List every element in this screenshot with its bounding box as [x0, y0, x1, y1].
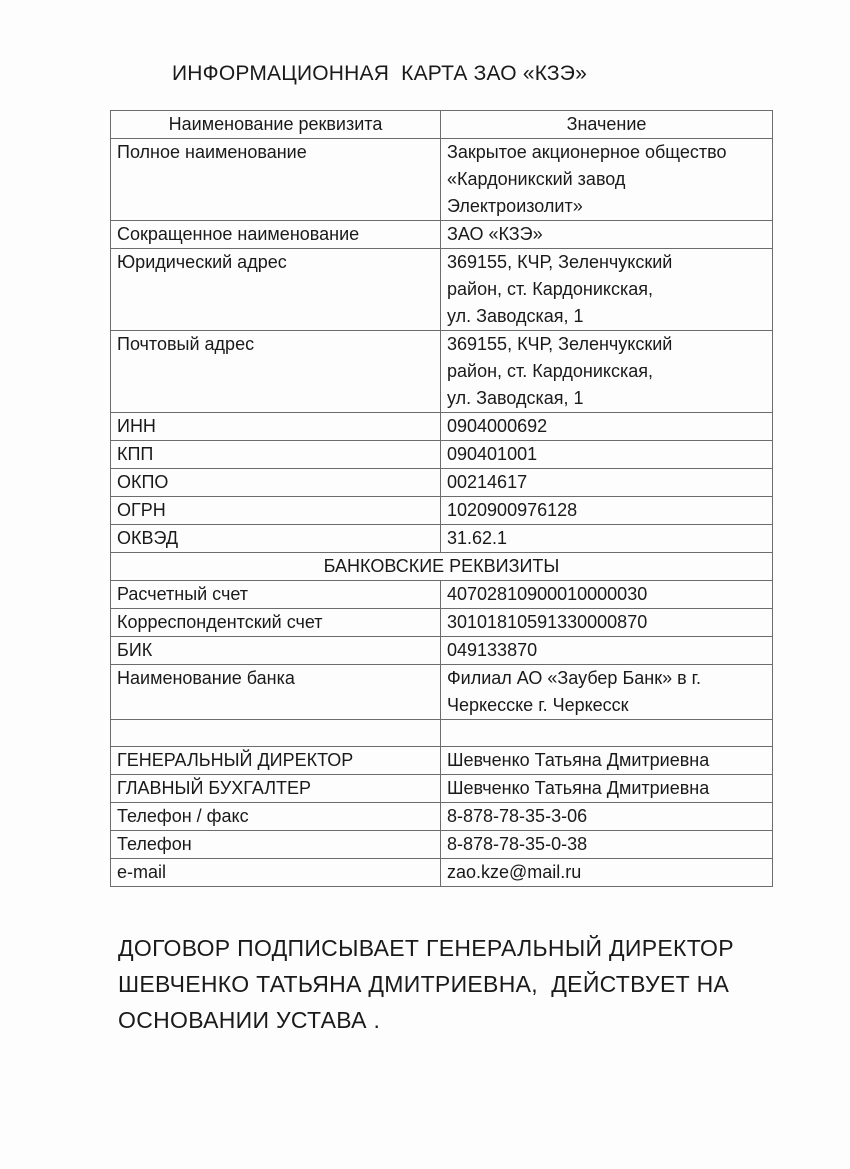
table-row [111, 747, 773, 775]
row-value: 8-878-78-35-3-06 [441, 803, 773, 831]
table-row [111, 775, 773, 803]
table-row [111, 441, 773, 469]
row-key: ГЕНЕРАЛЬНЫЙ ДИРЕКТОР [111, 747, 441, 775]
table-row [111, 413, 773, 441]
row-key: ОГРН [111, 497, 441, 525]
table-row [111, 331, 773, 413]
table-row [111, 859, 773, 887]
table-row [111, 469, 773, 497]
row-value: 049133870 [441, 637, 773, 665]
row-key: Телефон [111, 831, 441, 859]
row-key: Расчетный счет [111, 581, 441, 609]
row-key: Телефон / факс [111, 803, 441, 831]
row-value: 1020900976128 [441, 497, 773, 525]
row-value: Филиал АО «Заубер Банк» в г. Черкесске г. Черкесск [441, 665, 773, 720]
section-title-bank: БАНКОВСКИЕ РЕКВИЗИТЫ [111, 553, 773, 581]
table-row [111, 637, 773, 665]
section-row-bank [111, 553, 773, 581]
table-header-row [111, 111, 773, 139]
row-key: Наименование банка [111, 665, 441, 720]
row-value: ЗАО «КЗЭ» [441, 221, 773, 249]
row-value: Шевченко Татьяна Дмитриевна [441, 775, 773, 803]
row-value: zao.kze@mail.ru [441, 859, 773, 887]
row-value: Закрытое акционерное общество «Кардоникский завод Электроизолит» [441, 139, 773, 221]
row-value: 30101810591330000870 [441, 609, 773, 637]
row-value: 00214617 [441, 469, 773, 497]
row-key: ИНН [111, 413, 441, 441]
signature-note [118, 930, 738, 1038]
requisites-table [110, 110, 773, 887]
note-line: ДОГОВОР ПОДПИСЫВАЕТ ГЕНЕРАЛЬНЫЙ ДИРЕКТОР [118, 935, 734, 961]
column-header-value: Значение [441, 111, 773, 139]
empty-cell [441, 720, 773, 747]
row-value: Шевченко Татьяна Дмитриевна [441, 747, 773, 775]
row-key: Юридический адрес [111, 249, 441, 331]
table-row [111, 249, 773, 331]
document-title: ИНФОРМАЦИОННАЯ КАРТА ЗАО «КЗЭ» [172, 62, 587, 85]
empty-row [111, 720, 773, 747]
row-key: e-mail [111, 859, 441, 887]
table-row [111, 497, 773, 525]
row-key: ОКВЭД [111, 525, 441, 553]
table-row [111, 221, 773, 249]
column-header-name: Наименование реквизита [111, 111, 441, 139]
row-value: 090401001 [441, 441, 773, 469]
row-value: 31.62.1 [441, 525, 773, 553]
table-row [111, 609, 773, 637]
row-key: БИК [111, 637, 441, 665]
table-row [111, 525, 773, 553]
row-key: КПП [111, 441, 441, 469]
row-value: 369155, КЧР, Зеленчукский район, ст. Кардоникская, ул. Заводская, 1 [441, 331, 773, 413]
row-key: Корреспондентский счет [111, 609, 441, 637]
row-value: 369155, КЧР, Зеленчукский район, ст. Кардоникская, ул. Заводская, 1 [441, 249, 773, 331]
table-row [111, 581, 773, 609]
table-row [111, 665, 773, 720]
row-key: Полное наименование [111, 139, 441, 221]
row-key: ОКПО [111, 469, 441, 497]
table-row [111, 831, 773, 859]
note-line: ОСНОВАНИИ УСТАВА . [118, 1007, 381, 1033]
table-row [111, 139, 773, 221]
row-key: Сокращенное наименование [111, 221, 441, 249]
row-key: Почтовый адрес [111, 331, 441, 413]
row-value: 40702810900010000030 [441, 581, 773, 609]
table-row [111, 803, 773, 831]
row-value: 0904000692 [441, 413, 773, 441]
row-key: ГЛАВНЫЙ БУХГАЛТЕР [111, 775, 441, 803]
note-line: ШЕВЧЕНКО ТАТЬЯНА ДМИТРИЕВНА, ДЕЙСТВУЕТ НА [118, 971, 730, 997]
empty-cell [111, 720, 441, 747]
row-value: 8-878-78-35-0-38 [441, 831, 773, 859]
